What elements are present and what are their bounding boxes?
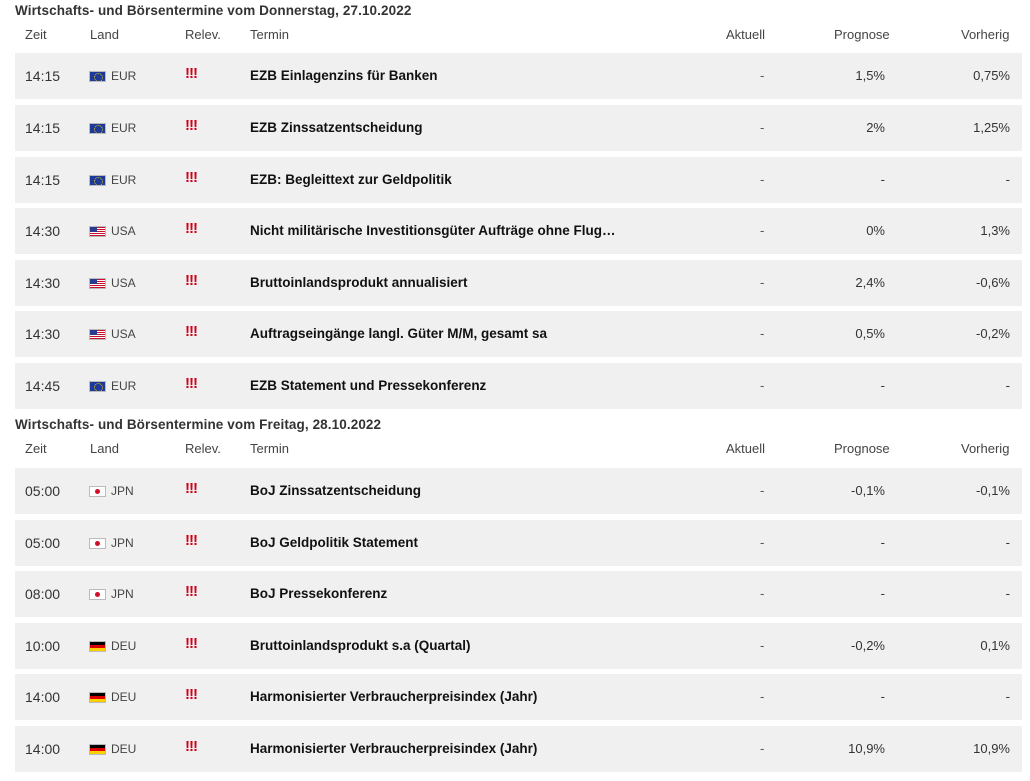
relevance-indicator	[185, 520, 197, 566]
event-country	[89, 53, 136, 99]
value-prognose: 0%	[866, 223, 885, 238]
high-relevance-icon: !!!	[185, 169, 197, 186]
value-aktuell: -	[760, 586, 765, 601]
high-relevance-icon: !!!	[185, 480, 197, 497]
table-row[interactable]	[15, 623, 1022, 669]
section-title: Wirtschafts- und Börsentermine vom Freitag, 28.10.2022	[15, 417, 382, 432]
event-title[interactable]: BoJ Zinssatzentscheidung	[250, 483, 422, 498]
header-land[interactable]: Land	[90, 441, 119, 456]
event-country	[89, 726, 136, 772]
value-aktuell: -	[760, 172, 765, 187]
event-title[interactable]: Harmonisierter Verbraucherpreisindex (Jahr)	[250, 741, 538, 756]
country-code: EUR	[111, 173, 137, 187]
value-prognose: -	[880, 378, 885, 393]
value-aktuell: -	[760, 378, 765, 393]
usa-flag-icon	[89, 226, 106, 237]
table-row[interactable]	[15, 520, 1022, 566]
country-code: USA	[111, 224, 136, 238]
header-termin[interactable]: Termin	[250, 441, 290, 456]
high-relevance-icon: !!!	[185, 65, 197, 82]
header-vorherig[interactable]: Vorherig	[961, 441, 1010, 456]
country-code: JPN	[111, 587, 134, 601]
header-zeit[interactable]: Zeit	[25, 27, 47, 42]
event-time: 14:00	[25, 741, 61, 757]
value-vorherig: 1,25%	[973, 120, 1010, 135]
value-vorherig: -	[1005, 586, 1010, 601]
event-country	[89, 363, 136, 409]
value-prognose: -	[880, 586, 885, 601]
section-title: Wirtschafts- und Börsentermine vom Donnerstag, 27.10.2022	[15, 3, 412, 18]
high-relevance-icon: !!!	[185, 220, 197, 237]
event-country	[89, 520, 134, 566]
value-vorherig: 0,1%	[980, 638, 1010, 653]
value-prognose: 1,5%	[855, 68, 885, 83]
relevance-indicator	[185, 53, 197, 99]
event-title[interactable]: EZB Einlagenzins für Banken	[250, 68, 438, 83]
high-relevance-icon: !!!	[185, 686, 197, 703]
event-time: 14:15	[25, 172, 61, 188]
deu-flag-icon	[89, 641, 106, 652]
header-vorherig[interactable]: Vorherig	[961, 27, 1010, 42]
high-relevance-icon: !!!	[185, 532, 197, 549]
usa-flag-icon	[89, 329, 106, 340]
table-row[interactable]	[15, 157, 1022, 203]
table-row[interactable]	[15, 208, 1022, 254]
event-time: 08:00	[25, 586, 61, 602]
event-country	[89, 260, 136, 306]
high-relevance-icon: !!!	[185, 583, 197, 600]
table-row[interactable]	[15, 674, 1022, 720]
value-prognose: 2,4%	[855, 275, 885, 290]
event-country	[89, 468, 134, 514]
event-title[interactable]: Nicht militärische Investitionsgüter Aufträge ohne Flug…	[250, 223, 616, 238]
value-prognose: -	[880, 535, 885, 550]
value-vorherig: -	[1005, 535, 1010, 550]
country-code: USA	[111, 276, 136, 290]
event-time: 14:30	[25, 275, 61, 291]
value-aktuell: -	[760, 638, 765, 653]
header-aktuell[interactable]: Aktuell	[726, 441, 766, 456]
event-time: 14:00	[25, 689, 61, 705]
table-header	[15, 27, 1022, 47]
deu-flag-icon	[89, 692, 106, 703]
header-aktuell[interactable]: Aktuell	[726, 27, 766, 42]
relevance-indicator	[185, 623, 197, 669]
value-aktuell: -	[760, 741, 765, 756]
header-termin[interactable]: Termin	[250, 27, 290, 42]
value-prognose: -	[880, 689, 885, 704]
value-vorherig: -	[1005, 172, 1010, 187]
country-code: JPN	[111, 484, 134, 498]
header-zeit[interactable]: Zeit	[25, 441, 47, 456]
jpn-flag-icon	[89, 538, 106, 549]
country-code: EUR	[111, 379, 137, 393]
deu-flag-icon	[89, 744, 106, 755]
value-vorherig: -	[1005, 378, 1010, 393]
event-title[interactable]: Harmonisierter Verbraucherpreisindex (Jahr)	[250, 689, 538, 704]
event-time: 10:00	[25, 638, 61, 654]
value-prognose: -0,1%	[851, 483, 885, 498]
jpn-flag-icon	[89, 589, 106, 600]
value-aktuell: -	[760, 275, 765, 290]
relevance-indicator	[185, 260, 197, 306]
country-code: JPN	[111, 536, 134, 550]
event-title[interactable]: BoJ Geldpolitik Statement	[250, 535, 419, 550]
event-country	[89, 311, 136, 357]
value-prognose: -	[880, 172, 885, 187]
value-vorherig: -0,6%	[976, 275, 1010, 290]
value-aktuell: -	[760, 689, 765, 704]
value-prognose: 10,9%	[848, 741, 885, 756]
eur-flag-icon	[89, 123, 106, 134]
header-prognose[interactable]: Prognose	[834, 27, 890, 42]
event-title[interactable]: EZB: Begleittext zur Geldpolitik	[250, 172, 452, 187]
event-country	[89, 571, 134, 617]
table-row[interactable]	[15, 726, 1022, 772]
value-vorherig: 10,9%	[973, 741, 1010, 756]
table-row[interactable]	[15, 311, 1022, 357]
high-relevance-icon: !!!	[185, 375, 197, 392]
high-relevance-icon: !!!	[185, 117, 197, 134]
table-row[interactable]	[15, 571, 1022, 617]
high-relevance-icon: !!!	[185, 635, 197, 652]
value-vorherig: 1,3%	[980, 223, 1010, 238]
high-relevance-icon: !!!	[185, 738, 197, 755]
relevance-indicator	[185, 157, 197, 203]
relevance-indicator	[185, 674, 197, 720]
event-title[interactable]: Bruttoinlandsprodukt annualisiert	[250, 275, 468, 290]
header-prognose[interactable]: Prognose	[834, 441, 890, 456]
high-relevance-icon: !!!	[185, 272, 197, 289]
event-time: 14:15	[25, 120, 61, 136]
relevance-indicator	[185, 571, 197, 617]
event-title[interactable]: Auftragseingänge langl. Güter M/M, gesamt sa	[250, 326, 548, 341]
relevance-indicator	[185, 468, 197, 514]
value-vorherig: -	[1005, 689, 1010, 704]
event-country	[89, 674, 136, 720]
event-title[interactable]: EZB Statement und Pressekonferenz	[250, 378, 487, 393]
relevance-indicator	[185, 726, 197, 772]
event-time: 14:15	[25, 68, 61, 84]
country-code: EUR	[111, 69, 137, 83]
event-country	[89, 105, 136, 151]
event-time: 14:30	[25, 326, 61, 342]
country-code: DEU	[111, 690, 137, 704]
relevance-indicator	[185, 208, 197, 254]
value-aktuell: -	[760, 120, 765, 135]
table-row[interactable]	[15, 53, 1022, 99]
value-prognose: -0,2%	[851, 638, 885, 653]
relevance-indicator	[185, 105, 197, 151]
event-time: 05:00	[25, 483, 61, 499]
value-aktuell: -	[760, 483, 765, 498]
header-land[interactable]: Land	[90, 27, 119, 42]
eur-flag-icon	[89, 381, 106, 392]
country-code: DEU	[111, 639, 137, 653]
table-header	[15, 441, 1022, 461]
value-vorherig: -0,2%	[976, 326, 1010, 341]
eur-flag-icon	[89, 71, 106, 82]
eur-flag-icon	[89, 175, 106, 186]
event-title[interactable]: EZB Zinssatzentscheidung	[250, 120, 423, 135]
event-title[interactable]: Bruttoinlandsprodukt s.a (Quartal)	[250, 638, 471, 653]
high-relevance-icon: !!!	[185, 323, 197, 340]
country-code: USA	[111, 327, 136, 341]
table-row[interactable]	[15, 363, 1022, 409]
table-row[interactable]	[15, 105, 1022, 151]
value-prognose: 0,5%	[855, 326, 885, 341]
header-relevanz[interactable]: Relev.	[185, 27, 221, 42]
table-row[interactable]	[15, 468, 1022, 514]
country-code: EUR	[111, 121, 137, 135]
value-aktuell: -	[760, 223, 765, 238]
value-vorherig: 0,75%	[973, 68, 1010, 83]
value-aktuell: -	[760, 68, 765, 83]
table-row[interactable]	[15, 260, 1022, 306]
event-country	[89, 623, 136, 669]
event-time: 14:30	[25, 223, 61, 239]
event-time: 05:00	[25, 535, 61, 551]
event-time: 14:45	[25, 378, 61, 394]
jpn-flag-icon	[89, 486, 106, 497]
relevance-indicator	[185, 311, 197, 357]
value-prognose: 2%	[866, 120, 885, 135]
value-vorherig: -0,1%	[976, 483, 1010, 498]
country-code: DEU	[111, 742, 137, 756]
event-country	[89, 157, 136, 203]
relevance-indicator	[185, 363, 197, 409]
usa-flag-icon	[89, 278, 106, 289]
event-country	[89, 208, 136, 254]
event-title[interactable]: BoJ Pressekonferenz	[250, 586, 388, 601]
value-aktuell: -	[760, 326, 765, 341]
value-aktuell: -	[760, 535, 765, 550]
header-relevanz[interactable]: Relev.	[185, 441, 221, 456]
